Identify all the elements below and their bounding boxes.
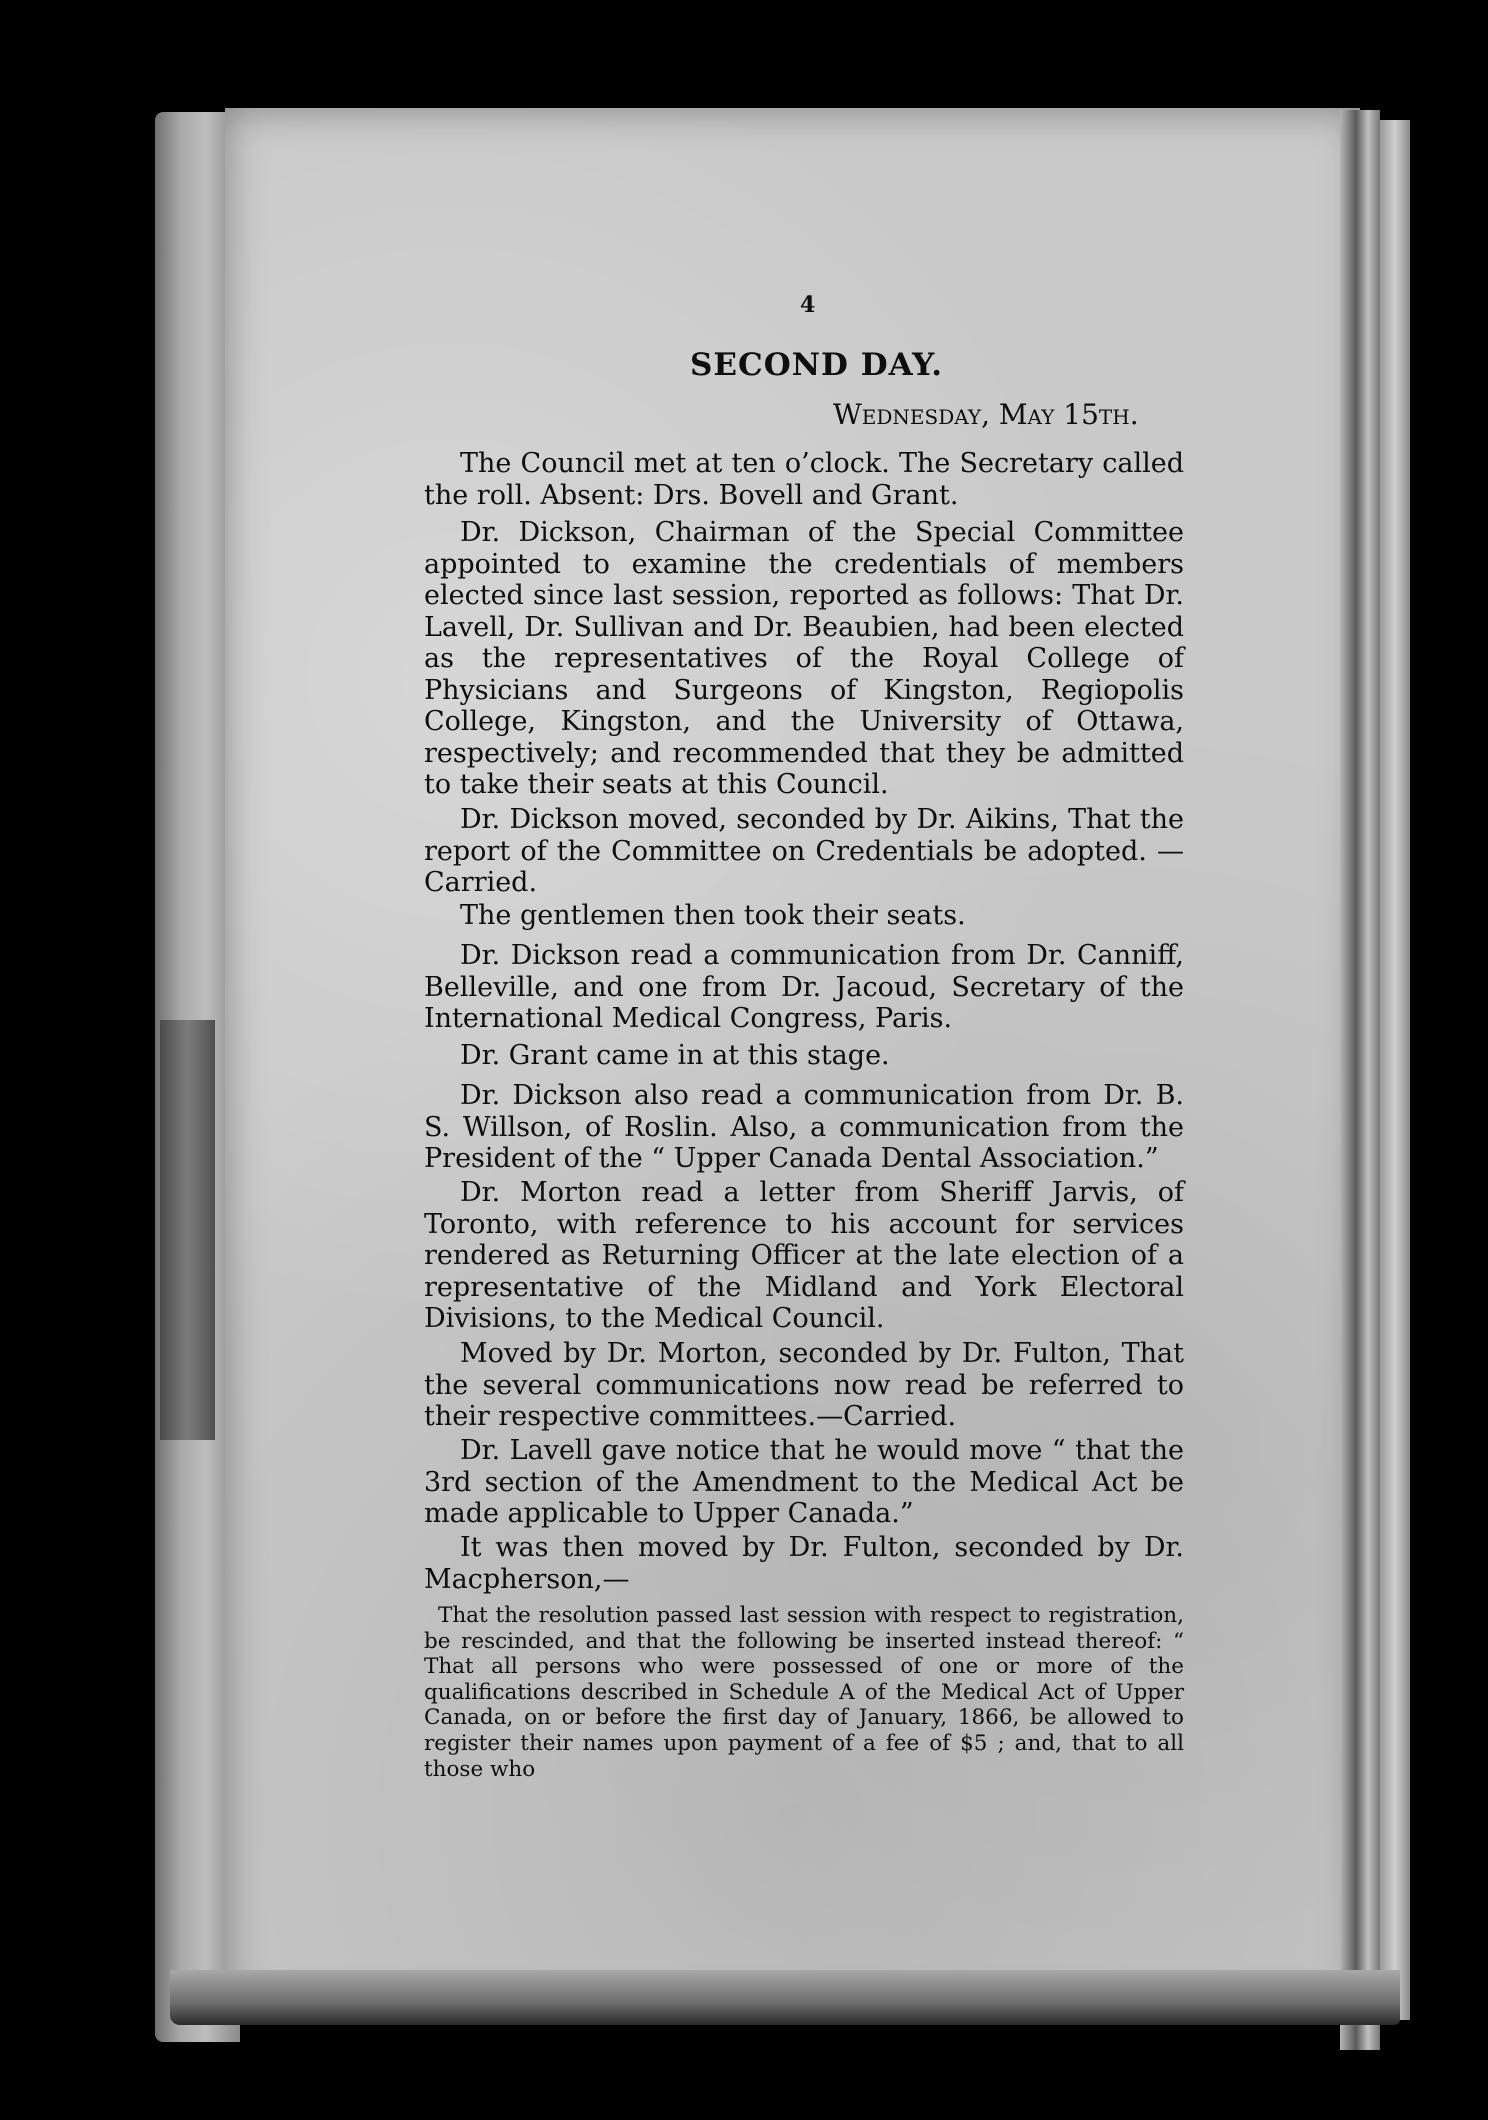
paragraph-text: The Council met at ten o’clock. The Secretary called the roll. Absent: Drs. Bovell and Grant.	[424, 448, 1184, 511]
page-number: 4	[800, 292, 816, 318]
paragraph-text: It was then moved by Dr. Fulton, seconded by Dr. Macpherson,—	[424, 1532, 1184, 1595]
paragraph-sheriff-letter	[424, 1177, 1184, 1335]
paragraph-credentials-report	[424, 517, 1184, 801]
paragraph-took-seats	[424, 900, 1184, 932]
paragraph-text: Dr. Dickson also read a communication from Dr. B. S. Willson, of Roslin. Also, a communication from the President of the “ Upper Canada Dental Association.”	[424, 1080, 1184, 1174]
resolution-text	[424, 1603, 1184, 1782]
paragraph-report-adopted	[424, 804, 1184, 899]
dateline: Wednesday, May 15th.	[833, 398, 1139, 431]
paragraph-grant-arrived	[424, 1040, 1184, 1072]
page-heading: SECOND DAY.	[690, 347, 944, 383]
paragraph-text: Dr. Dickson moved, seconded by Dr. Aikins, That the report of the Committee on Credentials be adopted. —Carried.	[424, 804, 1184, 898]
paragraph-text: Dr. Lavell gave notice that he would move “ that the 3rd section of the Amendment to the Medical Act be made applicable to Upper Canada.”	[424, 1435, 1184, 1529]
paragraph-text: Dr. Dickson read a communication from Dr. Canniff, Belleville, and one from Dr. Jacoud, Secretary of the International Medical Congress, Paris.	[424, 940, 1184, 1034]
paragraph-council-met	[424, 448, 1184, 511]
paragraph-communications-referred	[424, 1338, 1184, 1433]
paragraph-text: Moved by Dr. Morton, seconded by Dr. Fulton, That the several communications now read be referred to their respective committees.—Carried.	[424, 1338, 1184, 1432]
paragraph-canniff-communication	[424, 940, 1184, 1035]
paragraph-text: Dr. Grant came in at this stage.	[460, 1040, 890, 1071]
paragraph-text: Dr. Dickson, Chairman of the Special Committee appointed to examine the credentials of members elected since last session, reported as follows: That Dr. Lavell, Dr. Sullivan and Dr. Beaubien, had been elected as the representatives of the Royal College of Physicians and Surgeons of Kingston, Regiopolis College, Kingston, and the University of Ottawa, respectively; and recommended that they be admitted to take their seats at this Council.	[424, 517, 1184, 800]
resolution-body: That the resolution passed last session with respect to registration, be rescinded, and that the following be inserted instead thereof: “ That all persons who were possessed of one or more of the qualifications described in Schedule A of the Medical Act of Upper Canada, on or before the first day of January, 1866, be allowed to register their names upon payment of a fee of $5 ; and, that to all those who	[424, 1603, 1184, 1782]
paragraph-willson-communication	[424, 1080, 1184, 1175]
paragraph-lavell-notice	[424, 1435, 1184, 1530]
paragraph-text: The gentlemen then took their seats.	[460, 900, 966, 931]
paragraph-text: Dr. Morton read a letter from Sheriff Jarvis, of Toronto, with reference to his account for services rendered as Returning Officer at the late election of a representative of the Midland and York Electoral Divisions, to the Medical Council.	[424, 1177, 1184, 1334]
paragraph-fulton-motion	[424, 1532, 1184, 1595]
